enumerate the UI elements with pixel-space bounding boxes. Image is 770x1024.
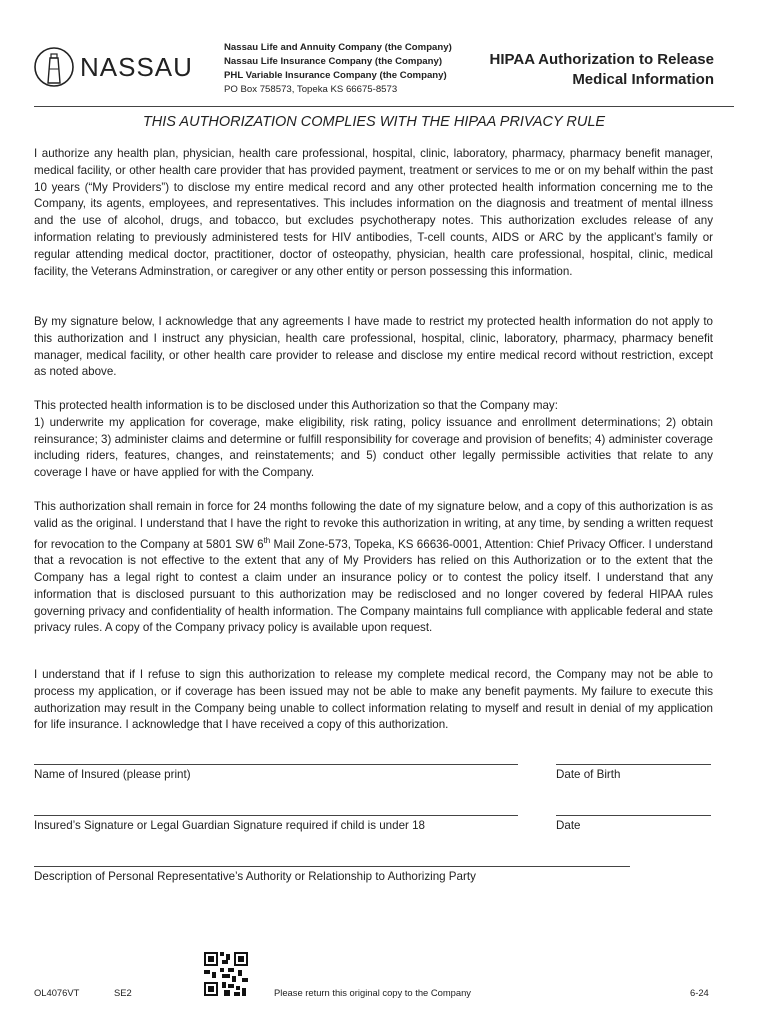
date-of-birth-line[interactable] bbox=[556, 764, 711, 765]
signature-label: Insured’s Signature or Legal Guardian Signature required if child is under 18 bbox=[34, 819, 425, 832]
edition-code: SE2 bbox=[114, 987, 132, 998]
qr-code-icon bbox=[204, 952, 248, 996]
revocation-text-a: This authorization shall remain in force for 24 months following the date of my signature below, and a copy of this authorization is as valid as the original. I understand that I have the right to revoke this authorization in writing, at any time, by sending a written request for revocation to the Company at 5801 SW 6 bbox=[34, 500, 713, 551]
company-block bbox=[224, 41, 452, 97]
date-of-birth-label: Date of Birth bbox=[556, 768, 621, 781]
signature-date-line[interactable] bbox=[556, 815, 711, 816]
refusal-paragraph: I understand that if I refuse to sign this authorization to release my complete medical record, the Company may not be able to process my application, or if coverage has been issued may not be able to make any benefit payments. My failure to execute this authorization may result in the Company being unable to collect information relating to myself and result in denial of my application for life insurance. I acknowledge that I have received a copy of this authorization. bbox=[34, 668, 713, 732]
signature-date-label: Date bbox=[556, 819, 581, 832]
ordinal-suffix: th bbox=[263, 535, 271, 545]
logo-text: NASSAU bbox=[80, 51, 193, 82]
name-of-insured-label: Name of Insured (please print) bbox=[34, 768, 191, 781]
disclosure-intro: This protected health information is to be disclosed under this Authorization so that the Company may: bbox=[34, 399, 558, 412]
company-name: PHL Variable Insurance Company (the Company) bbox=[224, 70, 447, 81]
company-name: Nassau Life and Annuity Company (the Company) bbox=[224, 42, 452, 53]
acknowledgement-paragraph: By my signature below, I acknowledge that any agreements I have made to restrict my protected health information do not apply to this authorization and I instruct any physician, health care professional, hospital, clinic, laboratory, pharmacy, pharmacy benefit manager, medical facility, or other health care provider to release and disclose my entire medical record without restriction, except as noted above. bbox=[34, 315, 713, 379]
nassau-logo bbox=[34, 42, 194, 92]
form-number: OL4076VT bbox=[34, 987, 80, 998]
signature-line[interactable] bbox=[34, 815, 518, 816]
disclosure-purpose-paragraph bbox=[34, 398, 713, 482]
title-line-1: HIPAA Authorization to Release bbox=[489, 51, 714, 68]
lighthouse-icon bbox=[34, 45, 74, 89]
document-title bbox=[454, 50, 714, 90]
company-address: PO Box 758573, Topeka KS 66675-8573 bbox=[224, 84, 398, 95]
title-line-2: Medical Information bbox=[572, 71, 714, 88]
authorization-paragraph: I authorize any health plan, physician, health care professional, hospital, clinic, laboratory, pharmacy, pharmacy benefit manager, medical facility, or other health care provider that has provided payment, treatment or services to me or on my behalf within the past 10 years (“My Providers”) to disclose my entire medical record and any other protected health information concerning me to the Company, its agents, employees, and representatives. This includes information on the diagnosis and treatment of mental illness and the use of alcohol, drugs, and tobacco, but excludes psychotherapy notes. This authorization excludes release of any information relating to previously administered tests for HIV antibodies, T-cell counts, AIDS or ARC by the applicant’s family or regular attending medical doctor, practitioner, doctor of osteopathy, physician, health care professional, hospital, clinic, medical facility, the Veterans Adminstration, or caregiver or any other entity or person possessing this information. bbox=[34, 147, 713, 278]
company-name: Nassau Life Insurance Company (the Company) bbox=[224, 56, 443, 67]
return-note: Please return this original copy to the Company bbox=[274, 987, 471, 998]
header-divider bbox=[34, 106, 734, 107]
representative-line[interactable] bbox=[34, 866, 630, 867]
revocation-text-b: Mail Zone-573, Topeka, KS 66636-0001, Attention: Chief Privacy Officer. I understand that a revocation is not effective to the extent that any of My Providers has relied on this Authorization or to the extent that the Company has a legal right to contest a claim under an insurance policy or to contest the policy itself. I understand that any information that is disclosed pursuant to this authorization may be redisclosed and no longer covered by federal HIPAA rules governing privacy and confidentiality of health information. The Company maintains full compliance with applicable federal and state privacy rules. A copy of the Company privacy policy is available upon request. bbox=[34, 537, 713, 635]
compliance-statement: THIS AUTHORIZATION COMPLIES WITH THE HIPAA PRIVACY RULE bbox=[142, 114, 606, 130]
revocation-paragraph bbox=[34, 499, 713, 637]
name-of-insured-line[interactable] bbox=[34, 764, 518, 765]
disclosure-list: 1) underwrite my application for coverage, make eligibility, risk rating, policy issuance and enrollment determinations; 2) obtain reinsurance; 3) administer claims and determine or fulfill responsibility for coverage and provision of benefits; 4) administer coverage including riders, features, changes, and reinstatements; and 5) conduct other legally permissible activities that relate to any coverage I have or have applied for with the Company. bbox=[34, 415, 713, 480]
representative-label: Description of Personal Representative’s Authority or Relationship to Authorizing Party bbox=[34, 870, 476, 883]
revision-date: 6-24 bbox=[690, 987, 709, 998]
